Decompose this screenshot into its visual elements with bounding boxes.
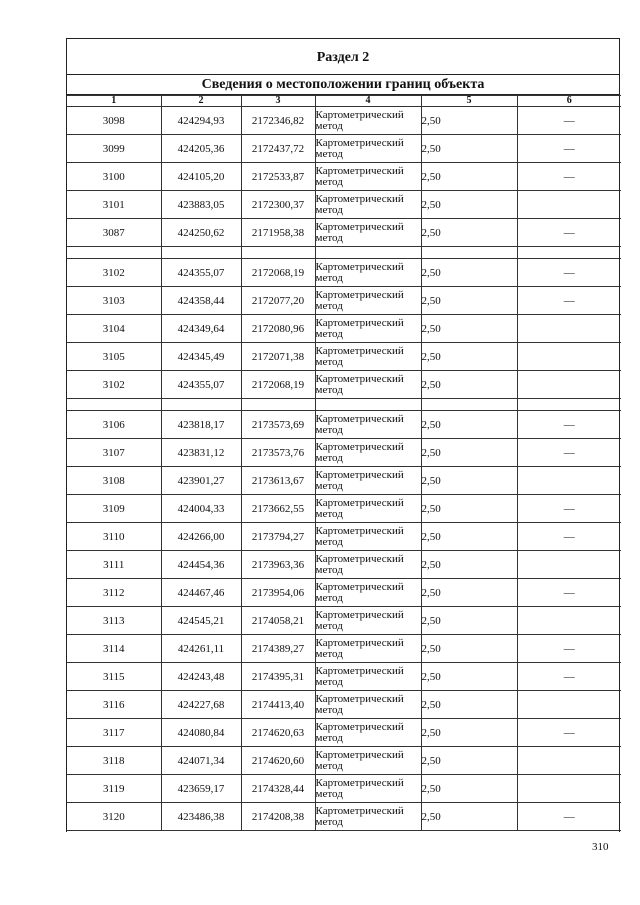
- column-header: 1: [67, 96, 161, 107]
- cell-point-number: 3112: [67, 579, 161, 607]
- cell-coord-x: 423901,27: [161, 467, 241, 495]
- cell-accuracy: 2,50: [421, 663, 517, 691]
- cell-coord-x: 424261,11: [161, 635, 241, 663]
- table-row: [67, 371, 621, 399]
- cell-description: —: [517, 219, 621, 247]
- cell-coord-y: 2172077,20: [241, 287, 315, 315]
- gap-cell: [315, 247, 421, 259]
- cell-method: Картометрический метод: [315, 495, 421, 523]
- cell-coord-x: 423831,12: [161, 439, 241, 467]
- cell-description: [517, 747, 621, 775]
- cell-accuracy: 2,50: [421, 191, 517, 219]
- cell-coord-y: 2174208,38: [241, 803, 315, 831]
- cell-description: —: [517, 439, 621, 467]
- table-row: [67, 803, 621, 831]
- cell-point-number: 3102: [67, 371, 161, 399]
- cell-method: Картометрический метод: [315, 191, 421, 219]
- table-row: [67, 107, 621, 135]
- cell-point-number: 3107: [67, 439, 161, 467]
- cell-method: Картометрический метод: [315, 719, 421, 747]
- table-row: [67, 191, 621, 219]
- cell-description: —: [517, 107, 621, 135]
- cell-coord-x: 424294,93: [161, 107, 241, 135]
- cell-method: Картометрический метод: [315, 691, 421, 719]
- cell-coord-y: 2173794,27: [241, 523, 315, 551]
- table-row: [67, 691, 621, 719]
- cell-coord-x: 424355,07: [161, 371, 241, 399]
- cell-point-number: 3108: [67, 467, 161, 495]
- cell-description: [517, 775, 621, 803]
- cell-description: [517, 551, 621, 579]
- table-header-row: [67, 96, 621, 107]
- cell-description: —: [517, 523, 621, 551]
- cell-accuracy: 2,50: [421, 803, 517, 831]
- table-row: [67, 219, 621, 247]
- cell-method: Картометрический метод: [315, 163, 421, 191]
- cell-point-number: 3087: [67, 219, 161, 247]
- cell-coord-x: 424205,36: [161, 135, 241, 163]
- cell-description: —: [517, 495, 621, 523]
- cell-accuracy: 2,50: [421, 371, 517, 399]
- cell-point-number: 3104: [67, 315, 161, 343]
- cell-coord-x: 424358,44: [161, 287, 241, 315]
- gap-cell: [241, 247, 315, 259]
- cell-coord-x: 424454,36: [161, 551, 241, 579]
- cell-accuracy: 2,50: [421, 467, 517, 495]
- cell-description: —: [517, 635, 621, 663]
- cell-coord-y: 2174395,31: [241, 663, 315, 691]
- cell-accuracy: 2,50: [421, 691, 517, 719]
- cell-accuracy: 2,50: [421, 607, 517, 635]
- cell-coord-x: 424250,62: [161, 219, 241, 247]
- cell-point-number: 3106: [67, 411, 161, 439]
- cell-coord-y: 2172071,38: [241, 343, 315, 371]
- table-row: [67, 579, 621, 607]
- cell-accuracy: 2,50: [421, 775, 517, 803]
- cell-accuracy: 2,50: [421, 343, 517, 371]
- section-title: Раздел 2: [67, 39, 619, 75]
- cell-coord-x: 423659,17: [161, 775, 241, 803]
- table-row: [67, 663, 621, 691]
- gap-cell: [421, 399, 517, 411]
- cell-coord-y: 2172346,82: [241, 107, 315, 135]
- table-row: [67, 163, 621, 191]
- cell-accuracy: 2,50: [421, 107, 517, 135]
- cell-accuracy: 2,50: [421, 315, 517, 343]
- cell-point-number: 3100: [67, 163, 161, 191]
- cell-method: Картометрический метод: [315, 411, 421, 439]
- cell-point-number: 3103: [67, 287, 161, 315]
- cell-coord-y: 2174389,27: [241, 635, 315, 663]
- cell-method: Картометрический метод: [315, 219, 421, 247]
- cell-accuracy: 2,50: [421, 579, 517, 607]
- cell-accuracy: 2,50: [421, 259, 517, 287]
- cell-description: [517, 343, 621, 371]
- cell-accuracy: 2,50: [421, 163, 517, 191]
- cell-description: [517, 467, 621, 495]
- cell-coord-y: 2173662,55: [241, 495, 315, 523]
- cell-coord-x: 424004,33: [161, 495, 241, 523]
- table-row: [67, 607, 621, 635]
- table-row: [67, 775, 621, 803]
- cell-accuracy: 2,50: [421, 219, 517, 247]
- document-frame: [66, 38, 620, 832]
- table-row: [67, 551, 621, 579]
- cell-accuracy: 2,50: [421, 523, 517, 551]
- cell-coord-x: 424071,34: [161, 747, 241, 775]
- table-row: [67, 259, 621, 287]
- cell-coord-x: 424467,46: [161, 579, 241, 607]
- gap-cell: [161, 399, 241, 411]
- cell-coord-x: 424227,68: [161, 691, 241, 719]
- table-row: [67, 635, 621, 663]
- cell-coord-x: 424345,49: [161, 343, 241, 371]
- cell-point-number: 3117: [67, 719, 161, 747]
- cell-accuracy: 2,50: [421, 411, 517, 439]
- cell-description: [517, 315, 621, 343]
- cell-method: Картометрический метод: [315, 607, 421, 635]
- table-gap-row: [67, 247, 621, 259]
- cell-method: Картометрический метод: [315, 287, 421, 315]
- cell-description: —: [517, 579, 621, 607]
- cell-coord-y: 2173573,76: [241, 439, 315, 467]
- cell-method: Картометрический метод: [315, 775, 421, 803]
- column-header: 3: [241, 96, 315, 107]
- table-body: [67, 96, 621, 831]
- cell-coord-x: 424349,64: [161, 315, 241, 343]
- cell-coord-y: 2172437,72: [241, 135, 315, 163]
- cell-point-number: 3102: [67, 259, 161, 287]
- column-header: 5: [421, 96, 517, 107]
- cell-coord-x: 424266,00: [161, 523, 241, 551]
- table-row: [67, 719, 621, 747]
- section-subtitle: Сведения о местоположении границ объекта: [67, 75, 619, 95]
- cell-coord-y: 2172533,87: [241, 163, 315, 191]
- cell-point-number: 3105: [67, 343, 161, 371]
- cell-coord-y: 2172068,19: [241, 259, 315, 287]
- table-row: [67, 135, 621, 163]
- cell-point-number: 3114: [67, 635, 161, 663]
- cell-description: —: [517, 411, 621, 439]
- cell-point-number: 3118: [67, 747, 161, 775]
- table-row: [67, 287, 621, 315]
- cell-description: [517, 607, 621, 635]
- gap-cell: [67, 247, 161, 259]
- cell-point-number: 3110: [67, 523, 161, 551]
- cell-coord-y: 2174620,60: [241, 747, 315, 775]
- cell-coord-y: 2173963,36: [241, 551, 315, 579]
- cell-coord-y: 2173573,69: [241, 411, 315, 439]
- cell-accuracy: 2,50: [421, 439, 517, 467]
- cell-method: Картометрический метод: [315, 439, 421, 467]
- table-row: [67, 343, 621, 371]
- cell-method: Картометрический метод: [315, 315, 421, 343]
- table-row: [67, 411, 621, 439]
- cell-method: Картометрический метод: [315, 747, 421, 775]
- cell-point-number: 3099: [67, 135, 161, 163]
- cell-coord-y: 2174328,44: [241, 775, 315, 803]
- cell-method: Картометрический метод: [315, 579, 421, 607]
- cell-coord-x: 423486,38: [161, 803, 241, 831]
- cell-point-number: 3119: [67, 775, 161, 803]
- gap-cell: [517, 399, 621, 411]
- cell-coord-y: 2172068,19: [241, 371, 315, 399]
- cell-method: Картометрический метод: [315, 467, 421, 495]
- cell-method: Картометрический метод: [315, 803, 421, 831]
- cell-accuracy: 2,50: [421, 495, 517, 523]
- gap-cell: [517, 247, 621, 259]
- cell-description: —: [517, 163, 621, 191]
- cell-method: Картометрический метод: [315, 259, 421, 287]
- table-row: [67, 495, 621, 523]
- cell-coord-x: 423818,17: [161, 411, 241, 439]
- cell-coord-y: 2171958,38: [241, 219, 315, 247]
- table-row: [67, 439, 621, 467]
- table-row: [67, 315, 621, 343]
- cell-description: [517, 191, 621, 219]
- cell-accuracy: 2,50: [421, 135, 517, 163]
- cell-coord-x: 424105,20: [161, 163, 241, 191]
- cell-accuracy: 2,50: [421, 287, 517, 315]
- cell-description: [517, 691, 621, 719]
- table-gap-row: [67, 399, 621, 411]
- cell-description: —: [517, 663, 621, 691]
- cell-point-number: 3120: [67, 803, 161, 831]
- cell-coord-y: 2172080,96: [241, 315, 315, 343]
- table-row: [67, 523, 621, 551]
- cell-method: Картометрический метод: [315, 551, 421, 579]
- gap-cell: [67, 399, 161, 411]
- boundary-table: [67, 95, 621, 831]
- cell-description: [517, 371, 621, 399]
- cell-coord-y: 2174413,40: [241, 691, 315, 719]
- cell-point-number: 3116: [67, 691, 161, 719]
- cell-coord-x: 424355,07: [161, 259, 241, 287]
- cell-coord-y: 2174620,63: [241, 719, 315, 747]
- gap-cell: [315, 399, 421, 411]
- cell-method: Картометрический метод: [315, 635, 421, 663]
- cell-point-number: 3109: [67, 495, 161, 523]
- cell-point-number: 3115: [67, 663, 161, 691]
- table-row: [67, 747, 621, 775]
- cell-coord-x: 424243,48: [161, 663, 241, 691]
- cell-accuracy: 2,50: [421, 719, 517, 747]
- cell-coord-y: 2173954,06: [241, 579, 315, 607]
- cell-description: —: [517, 259, 621, 287]
- cell-coord-y: 2172300,37: [241, 191, 315, 219]
- table-row: [67, 467, 621, 495]
- column-header: 6: [517, 96, 621, 107]
- cell-method: Картометрический метод: [315, 107, 421, 135]
- cell-coord-y: 2173613,67: [241, 467, 315, 495]
- cell-coord-x: 424080,84: [161, 719, 241, 747]
- cell-coord-x: 424545,21: [161, 607, 241, 635]
- cell-description: —: [517, 135, 621, 163]
- cell-point-number: 3113: [67, 607, 161, 635]
- gap-cell: [241, 399, 315, 411]
- cell-method: Картометрический метод: [315, 371, 421, 399]
- cell-description: —: [517, 803, 621, 831]
- cell-method: Картометрический метод: [315, 663, 421, 691]
- cell-method: Картометрический метод: [315, 523, 421, 551]
- cell-method: Картометрический метод: [315, 135, 421, 163]
- column-header: 4: [315, 96, 421, 107]
- column-header: 2: [161, 96, 241, 107]
- cell-description: —: [517, 287, 621, 315]
- cell-point-number: 3101: [67, 191, 161, 219]
- cell-accuracy: 2,50: [421, 635, 517, 663]
- cell-method: Картометрический метод: [315, 343, 421, 371]
- cell-accuracy: 2,50: [421, 747, 517, 775]
- cell-point-number: 3098: [67, 107, 161, 135]
- cell-coord-y: 2174058,21: [241, 607, 315, 635]
- gap-cell: [421, 247, 517, 259]
- gap-cell: [161, 247, 241, 259]
- cell-point-number: 3111: [67, 551, 161, 579]
- cell-description: —: [517, 719, 621, 747]
- cell-accuracy: 2,50: [421, 551, 517, 579]
- cell-coord-x: 423883,05: [161, 191, 241, 219]
- page-number: 310: [592, 841, 609, 853]
